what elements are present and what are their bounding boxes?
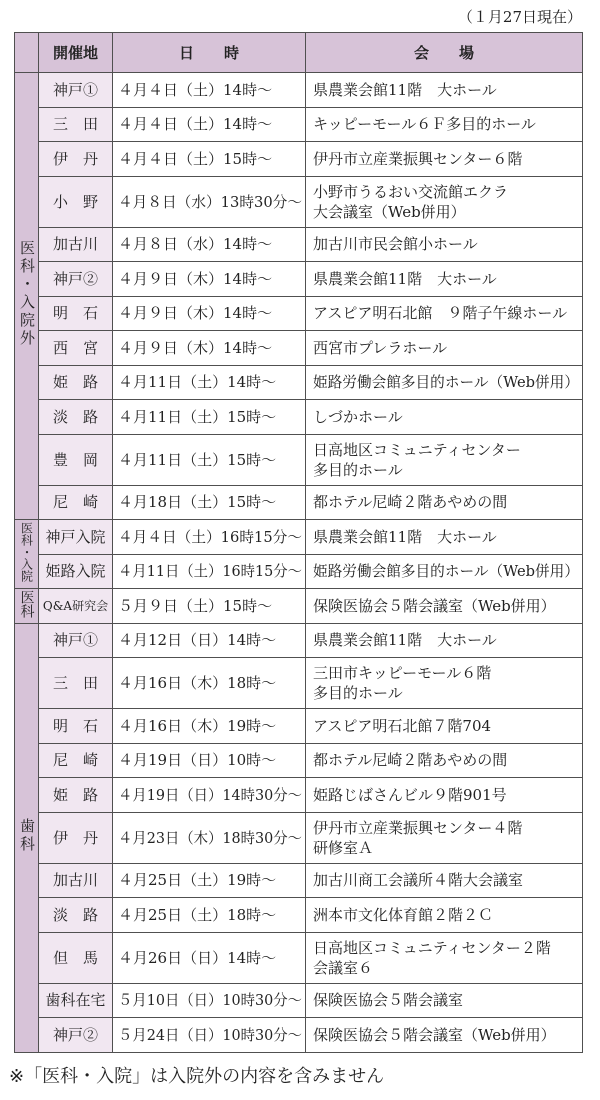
location-name: 尼 崎 [52, 751, 98, 770]
location-cell [39, 434, 113, 485]
venue-line: アスピア明石北館７階704 [313, 716, 492, 735]
datetime-text: ４月11日（土）15時～ [118, 450, 277, 469]
venue-line: 県農業会館11階 大ホール [313, 269, 497, 288]
datetime-cell [113, 863, 306, 898]
table-row [15, 296, 583, 331]
footnote: ※「医科・入院」は入院外の内容を含みません [9, 1066, 385, 1087]
datetime-cell [113, 778, 306, 813]
location-cell [39, 331, 113, 366]
location-name: 神戸① [52, 80, 98, 99]
location-name: 淡 路 [52, 905, 98, 924]
venue-cell [306, 227, 583, 262]
table-row [15, 400, 583, 435]
location-name: 三 田 [52, 115, 98, 134]
datetime-cell [113, 227, 306, 262]
datetime-text: ４月23日（木）18時30分～ [118, 828, 302, 847]
datetime-text: ４月18日（土）15時～ [118, 493, 277, 512]
table-row [15, 589, 583, 624]
location-name: 神戸② [52, 269, 98, 288]
venue-line: 保険医協会５階会議室（Web併用） [313, 596, 556, 615]
venue-line: 大会議室（Web併用） [313, 202, 466, 221]
location-name: Q&A研究会 [42, 599, 109, 614]
venue-cell [306, 623, 583, 658]
location-cell [39, 983, 113, 1018]
table-row [15, 331, 583, 366]
datetime-text: ４月26日（日）14時～ [118, 948, 277, 967]
venue-cell [306, 331, 583, 366]
table-row [15, 709, 583, 744]
datetime-cell [113, 331, 306, 366]
location-cell [39, 658, 113, 709]
venue-cell [306, 434, 583, 485]
location-cell [39, 932, 113, 983]
location-cell [39, 709, 113, 744]
datetime-text: ４月19日（日）10時～ [118, 751, 277, 770]
datetime-cell [113, 983, 306, 1018]
category-label: 医科・入院 [19, 522, 34, 582]
datetime-text: ４月11日（土）15時～ [118, 407, 277, 426]
datetime-text: ５月10日（日）10時30分～ [118, 991, 302, 1010]
location-name: 姫路入院 [45, 562, 106, 581]
location-name: 明 石 [52, 304, 98, 323]
table-row [15, 520, 583, 555]
datetime-cell [113, 107, 306, 142]
venue-line: 研修室Ａ [313, 838, 374, 857]
venue-cell [306, 778, 583, 813]
venue-line: キッピーモール６Ｆ多目的ホール [313, 115, 536, 134]
table-row [15, 227, 583, 262]
venue-line: 保険医協会５階会議室（Web併用） [313, 1025, 556, 1044]
venue-cell [306, 898, 583, 933]
header-row [15, 33, 583, 73]
datetime-text: ５月９日（土）15時～ [118, 596, 273, 615]
venue-line: 姫路じばさんビル９階901号 [313, 785, 507, 804]
venue-line: 日高地区コミュニティセンター [313, 440, 521, 459]
venue-cell [306, 262, 583, 297]
datetime-cell [113, 623, 306, 658]
venue-line: しづかホール [313, 407, 403, 426]
venue-line: 伊丹市立産業振興センター４階 [313, 818, 523, 837]
venue-line: 加古川商工会議所４階大会議室 [313, 871, 524, 890]
location-cell [39, 73, 113, 108]
category-cell [15, 589, 39, 624]
table-row [15, 812, 583, 863]
location-cell [39, 863, 113, 898]
venue-line: 姫路労働会館多目的ホール（Web併用） [313, 373, 579, 392]
datetime-cell [113, 365, 306, 400]
table-row [15, 743, 583, 778]
table-row [15, 107, 583, 142]
datetime-text: ４月19日（日）14時30分～ [118, 785, 302, 804]
venue-cell [306, 520, 583, 555]
datetime-cell [113, 485, 306, 520]
datetime-text: ４月12日（日）14時～ [118, 631, 277, 650]
venue-line: 三田市キッピーモール６階 [313, 664, 492, 682]
category-label: 歯科 [18, 817, 36, 854]
header-location: 開催地 [39, 33, 113, 73]
location-name: 加古川 [52, 235, 98, 254]
location-cell [39, 365, 113, 400]
location-name: 西 宮 [52, 338, 98, 357]
venue-cell [306, 485, 583, 520]
category-label: 医科 [18, 589, 35, 618]
venue-cell [306, 1018, 583, 1053]
table-row [15, 778, 583, 813]
datetime-cell [113, 658, 306, 709]
venue-cell [306, 983, 583, 1018]
venue-cell [306, 176, 583, 227]
table-row [15, 176, 583, 227]
location-name: 淡 路 [52, 407, 98, 426]
location-name: 小 野 [52, 192, 98, 211]
venue-line: 都ホテル尼崎２階あやめの間 [313, 493, 508, 512]
location-name: 伊 丹 [52, 149, 98, 168]
location-cell [39, 812, 113, 863]
location-name: 姫 路 [52, 373, 98, 392]
venue-line: 西宮市プレラホール [313, 338, 448, 357]
category-cell [15, 73, 39, 520]
category-label: 医科・入院外 [18, 240, 36, 348]
location-cell [39, 623, 113, 658]
venue-line: 都ホテル尼崎２階あやめの間 [313, 751, 508, 770]
datetime-text: ４月４日（土）14時～ [118, 80, 273, 99]
location-cell [39, 142, 113, 177]
venue-line: 県農業会館11階 大ホール [313, 631, 497, 650]
datetime-text: ４月４日（土）14時～ [118, 115, 273, 134]
venue-cell [306, 743, 583, 778]
venue-cell [306, 589, 583, 624]
location-cell [39, 554, 113, 589]
location-cell [39, 743, 113, 778]
venue-line: 県農業会館11階 大ホール [313, 527, 497, 546]
location-cell [39, 176, 113, 227]
venue-line: 多目的ホール [313, 684, 403, 702]
location-name: 豊 岡 [52, 450, 98, 469]
schedule-table [14, 32, 583, 1053]
datetime-cell [113, 142, 306, 177]
header-venue: 会 場 [306, 33, 583, 73]
datetime-cell [113, 932, 306, 983]
table-row [15, 1018, 583, 1053]
datetime-text: ４月９日（木）14時～ [118, 304, 273, 323]
venue-cell [306, 107, 583, 142]
venue-line: 会議室６ [313, 958, 374, 977]
datetime-cell [113, 296, 306, 331]
category-cell [15, 520, 39, 589]
datetime-text: ４月４日（土）16時15分～ [118, 527, 302, 546]
header-datetime: 日 時 [113, 33, 306, 73]
location-name: 加古川 [52, 871, 98, 890]
datetime-cell [113, 743, 306, 778]
location-cell [39, 400, 113, 435]
datetime-cell [113, 554, 306, 589]
venue-cell [306, 709, 583, 744]
location-cell [39, 589, 113, 624]
venue-line: 保険医協会５階会議室 [313, 991, 464, 1010]
location-name: 尼 崎 [52, 493, 98, 512]
location-name: 三 田 [52, 674, 98, 692]
datetime-text: ４月11日（土）16時15分～ [118, 562, 302, 581]
datetime-text: ４月８日（水）14時～ [118, 235, 273, 254]
datetime-text: ４月25日（土）18時～ [118, 905, 277, 924]
venue-line: 洲本市文化体育館２階２Ｃ [313, 905, 494, 924]
datetime-text: ４月25日（土）19時～ [118, 871, 277, 890]
location-name: 歯科在宅 [45, 991, 106, 1010]
location-cell [39, 296, 113, 331]
venue-cell [306, 932, 583, 983]
datetime-cell [113, 709, 306, 744]
table-row [15, 983, 583, 1018]
venue-line: 多目的ホール [313, 460, 403, 479]
venue-line: 日高地区コミュニティセンター２階 [313, 938, 551, 957]
datetime-text: ４月11日（土）14時～ [118, 373, 277, 392]
location-cell [39, 898, 113, 933]
location-cell [39, 107, 113, 142]
table-row [15, 365, 583, 400]
venue-line: 加古川市民会館小ホール [313, 235, 478, 254]
table-row [15, 142, 583, 177]
venue-cell [306, 365, 583, 400]
datetime-text: ４月４日（土）15時～ [118, 149, 273, 168]
datetime-text: ４月９日（木）14時～ [118, 269, 273, 288]
schedule-body [15, 73, 583, 1053]
venue-cell [306, 296, 583, 331]
datetime-cell [113, 589, 306, 624]
datetime-text: ４月16日（木）18時～ [118, 674, 277, 692]
location-name: 神戸入院 [45, 527, 106, 546]
table-row [15, 932, 583, 983]
venue-cell [306, 554, 583, 589]
location-name: 明 石 [52, 716, 98, 735]
datetime-cell [113, 176, 306, 227]
venue-cell [306, 142, 583, 177]
location-cell [39, 227, 113, 262]
venue-line: アスピア明石北館 ９階子午線ホール [313, 304, 568, 323]
category-cell [15, 623, 39, 1052]
location-name: 伊 丹 [52, 828, 98, 847]
table-row [15, 73, 583, 108]
datetime-cell [113, 898, 306, 933]
table-row [15, 485, 583, 520]
location-cell [39, 1018, 113, 1053]
datetime-text: ５月24日（日）10時30分～ [118, 1025, 302, 1044]
venue-line: 県農業会館11階 大ホール [313, 80, 497, 99]
table-row [15, 623, 583, 658]
datetime-cell [113, 73, 306, 108]
venue-cell [306, 812, 583, 863]
venue-cell [306, 863, 583, 898]
venue-cell [306, 400, 583, 435]
venue-line: 小野市うるおい交流館エクラ [313, 182, 509, 201]
datetime-cell [113, 520, 306, 555]
as-of-date: （１月27日現在） [457, 8, 582, 26]
datetime-text: ４月８日（水）13時30分～ [118, 192, 302, 211]
datetime-cell [113, 434, 306, 485]
location-name: 但 馬 [52, 948, 98, 967]
table-row [15, 262, 583, 297]
location-cell [39, 778, 113, 813]
location-cell [39, 485, 113, 520]
table-row [15, 863, 583, 898]
venue-line: 伊丹市立産業振興センター６階 [313, 149, 523, 168]
location-name: 神戸② [52, 1025, 98, 1044]
venue-cell [306, 658, 583, 709]
venue-line: 姫路労働会館多目的ホール（Web併用） [313, 562, 579, 581]
table-row [15, 554, 583, 589]
header-category [15, 33, 39, 73]
location-cell [39, 520, 113, 555]
datetime-cell [113, 1018, 306, 1053]
datetime-cell [113, 400, 306, 435]
venue-cell [306, 73, 583, 108]
datetime-cell [113, 812, 306, 863]
datetime-cell [113, 262, 306, 297]
table-row [15, 434, 583, 485]
datetime-text: ４月９日（木）14時～ [118, 338, 273, 357]
table-row [15, 658, 583, 709]
table-row [15, 898, 583, 933]
datetime-text: ４月16日（木）19時～ [118, 716, 277, 735]
location-name: 神戸① [52, 631, 98, 650]
location-name: 姫 路 [52, 785, 98, 804]
location-cell [39, 262, 113, 297]
